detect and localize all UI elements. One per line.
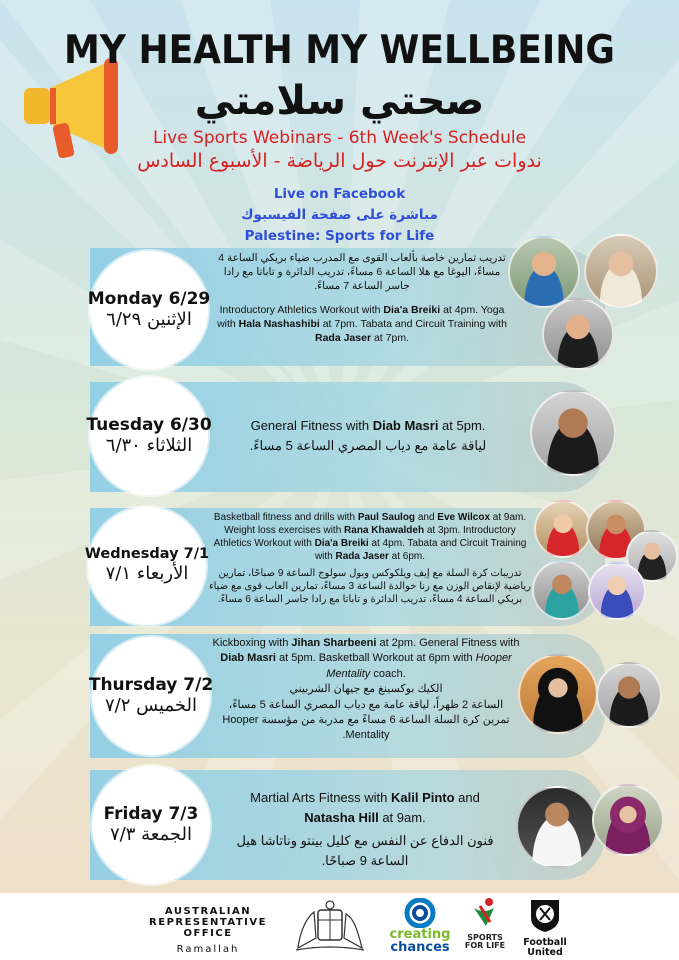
coach-photo [516, 786, 598, 868]
schedule-description-tuesday [218, 416, 518, 455]
description-arabic-line: تمرين كرة السلة الساعة 6 مساءً مع مدربة من مؤسسة Hooper [222, 713, 510, 726]
description-arabic: تدريب تمارين خاصة بألعاب القوى مع المدرب ضياء بريكي الساعة 4 مساءً، اليوغا مع هلا الساعة 6 مساءً، تدريب الدائرة و تاباتا مع رادا جاسر الساعة 7 مساءً. [218, 252, 506, 292]
sports-for-life-figure-icon [470, 896, 500, 930]
day-label: Friday 7/3 [103, 803, 199, 824]
coach-photo [508, 236, 580, 308]
description-arabic-line: الكيك بوكسينغ مع جيهان الشربيني [289, 683, 443, 696]
description-arabic-line: الساعة 2 ظهراً، لياقة عامة مع دياب المصري الساعة 5 مساءً، [228, 698, 504, 711]
creating-chances-logo: creating chances [386, 898, 454, 956]
football-united-logo: Football United [514, 896, 576, 958]
football-united-shield-icon [528, 896, 562, 934]
day-label-arabic: الأربعاء ٧/١ [105, 563, 189, 585]
description-english: General Fitness with Diab Masri at 5pm. [250, 418, 486, 433]
day-label-arabic: الإثنين ٦/٢٩ [106, 308, 192, 330]
description-arabic: لياقة عامة مع دياب المصري الساعة 5 مساءً. [249, 437, 487, 453]
schedule-description-monday [212, 252, 512, 346]
sports-for-life-logo: SPORTS FOR LIFE [462, 896, 508, 956]
australian-coat-of-arms-icon [288, 898, 372, 956]
description-english: Introductory Athletics Workout with Dia'a Breiki at 4pm. Yoga with Hala Nashashibi at 7pm. Tabata and Circuit Training with Rada Jaser at 7pm. [217, 303, 507, 344]
description-english: Kickboxing with Jihan Sharbeeni at 2pm. General Fitness with Diab Masri at 5pm. Basketball Workout at 6pm with Hooper Mentality coach. [212, 637, 520, 680]
page-title: MY HEALTH MY WELLBEING [64, 28, 615, 73]
coach-photo [596, 662, 662, 728]
facebook-page-name: Palestine: Sports for Life [244, 228, 435, 244]
coach-photo [588, 562, 646, 620]
page-title-arabic: صحتي سلامتي [194, 78, 485, 124]
description-arabic: فنون الدفاع عن النفس مع كليل بينتو وناتاشا هيل الساعة 9 صباحًا. [236, 833, 494, 868]
subtitle: Live Sports Webinars - 6th Week's Schedule [152, 128, 527, 148]
australian-representative-office-logo: AUSTRALIAN REPRESENTATIVE OFFICE Ramallah [149, 906, 267, 955]
day-label-arabic: الثلاثاء ٦/٣٠ [105, 434, 193, 456]
coach-photo [532, 560, 592, 620]
day-label: Wednesday 7/1 [84, 546, 210, 563]
schedule-description-thursday [205, 636, 527, 744]
coach-photo [518, 654, 598, 734]
day-circle-tuesday [86, 377, 212, 495]
coach-photo [542, 298, 614, 370]
live-on-facebook: Live on Facebook [273, 186, 406, 202]
description-english: Basketball fitness and drills with Paul Saulog and Eve Wilcox at 9am. Weight loss exercises with Rana Khawaldeh at 3pm. Introductory Athletics Workout with Dia'a Breiki at 4pm. Tabata and Circuit Training with Rada Jaser at 6pm. [213, 512, 527, 562]
day-label-arabic: الخميس ٧/٢ [104, 694, 198, 716]
day-label: Monday 6/29 [87, 288, 211, 309]
creating-chances-swirl-icon [404, 898, 436, 928]
day-label: Tuesday 6/30 [86, 414, 212, 435]
day-circle-friday [92, 766, 210, 884]
day-label: Thursday 7/2 [88, 674, 214, 695]
coach-photo [530, 390, 616, 476]
description-english: Martial Arts Fitness with Kalil Pinto and Natasha Hill at 9am. [250, 790, 480, 825]
coach-photo [534, 500, 592, 558]
live-on-facebook-arabic: مباشرة على صفحة الفيسبوك [241, 207, 438, 223]
description-arabic: تدريبات كرة السلة مع إيف ويلكوكس وبول سولوج الساعة 9 صباحًا، تمارين رياضية لإنقاص الوزن مع رنا خوالدة الساعة 3 مساءً، تمارين العاب قوى مع ضياء بريكي الساعة 4 مساءً، تدريب الدائرة و تاباتا مع رادا جاسر الساعة 6 مساءً. [208, 568, 532, 605]
coach-photo [584, 234, 658, 308]
subtitle-arabic: ندوات عبر الإنترنت حول الرياضة - الأسبوع السادس [137, 150, 542, 172]
description-arabic-line: Mentality. [342, 729, 390, 742]
day-circle-thursday [88, 637, 214, 755]
schedule-description-friday [230, 788, 500, 870]
coach-photo [592, 784, 664, 856]
day-label-arabic: الجمعة ٧/٣ [110, 823, 192, 845]
schedule-description-wednesday [205, 511, 535, 606]
day-circle-monday [87, 251, 211, 369]
day-circle-wednesday [84, 507, 210, 625]
